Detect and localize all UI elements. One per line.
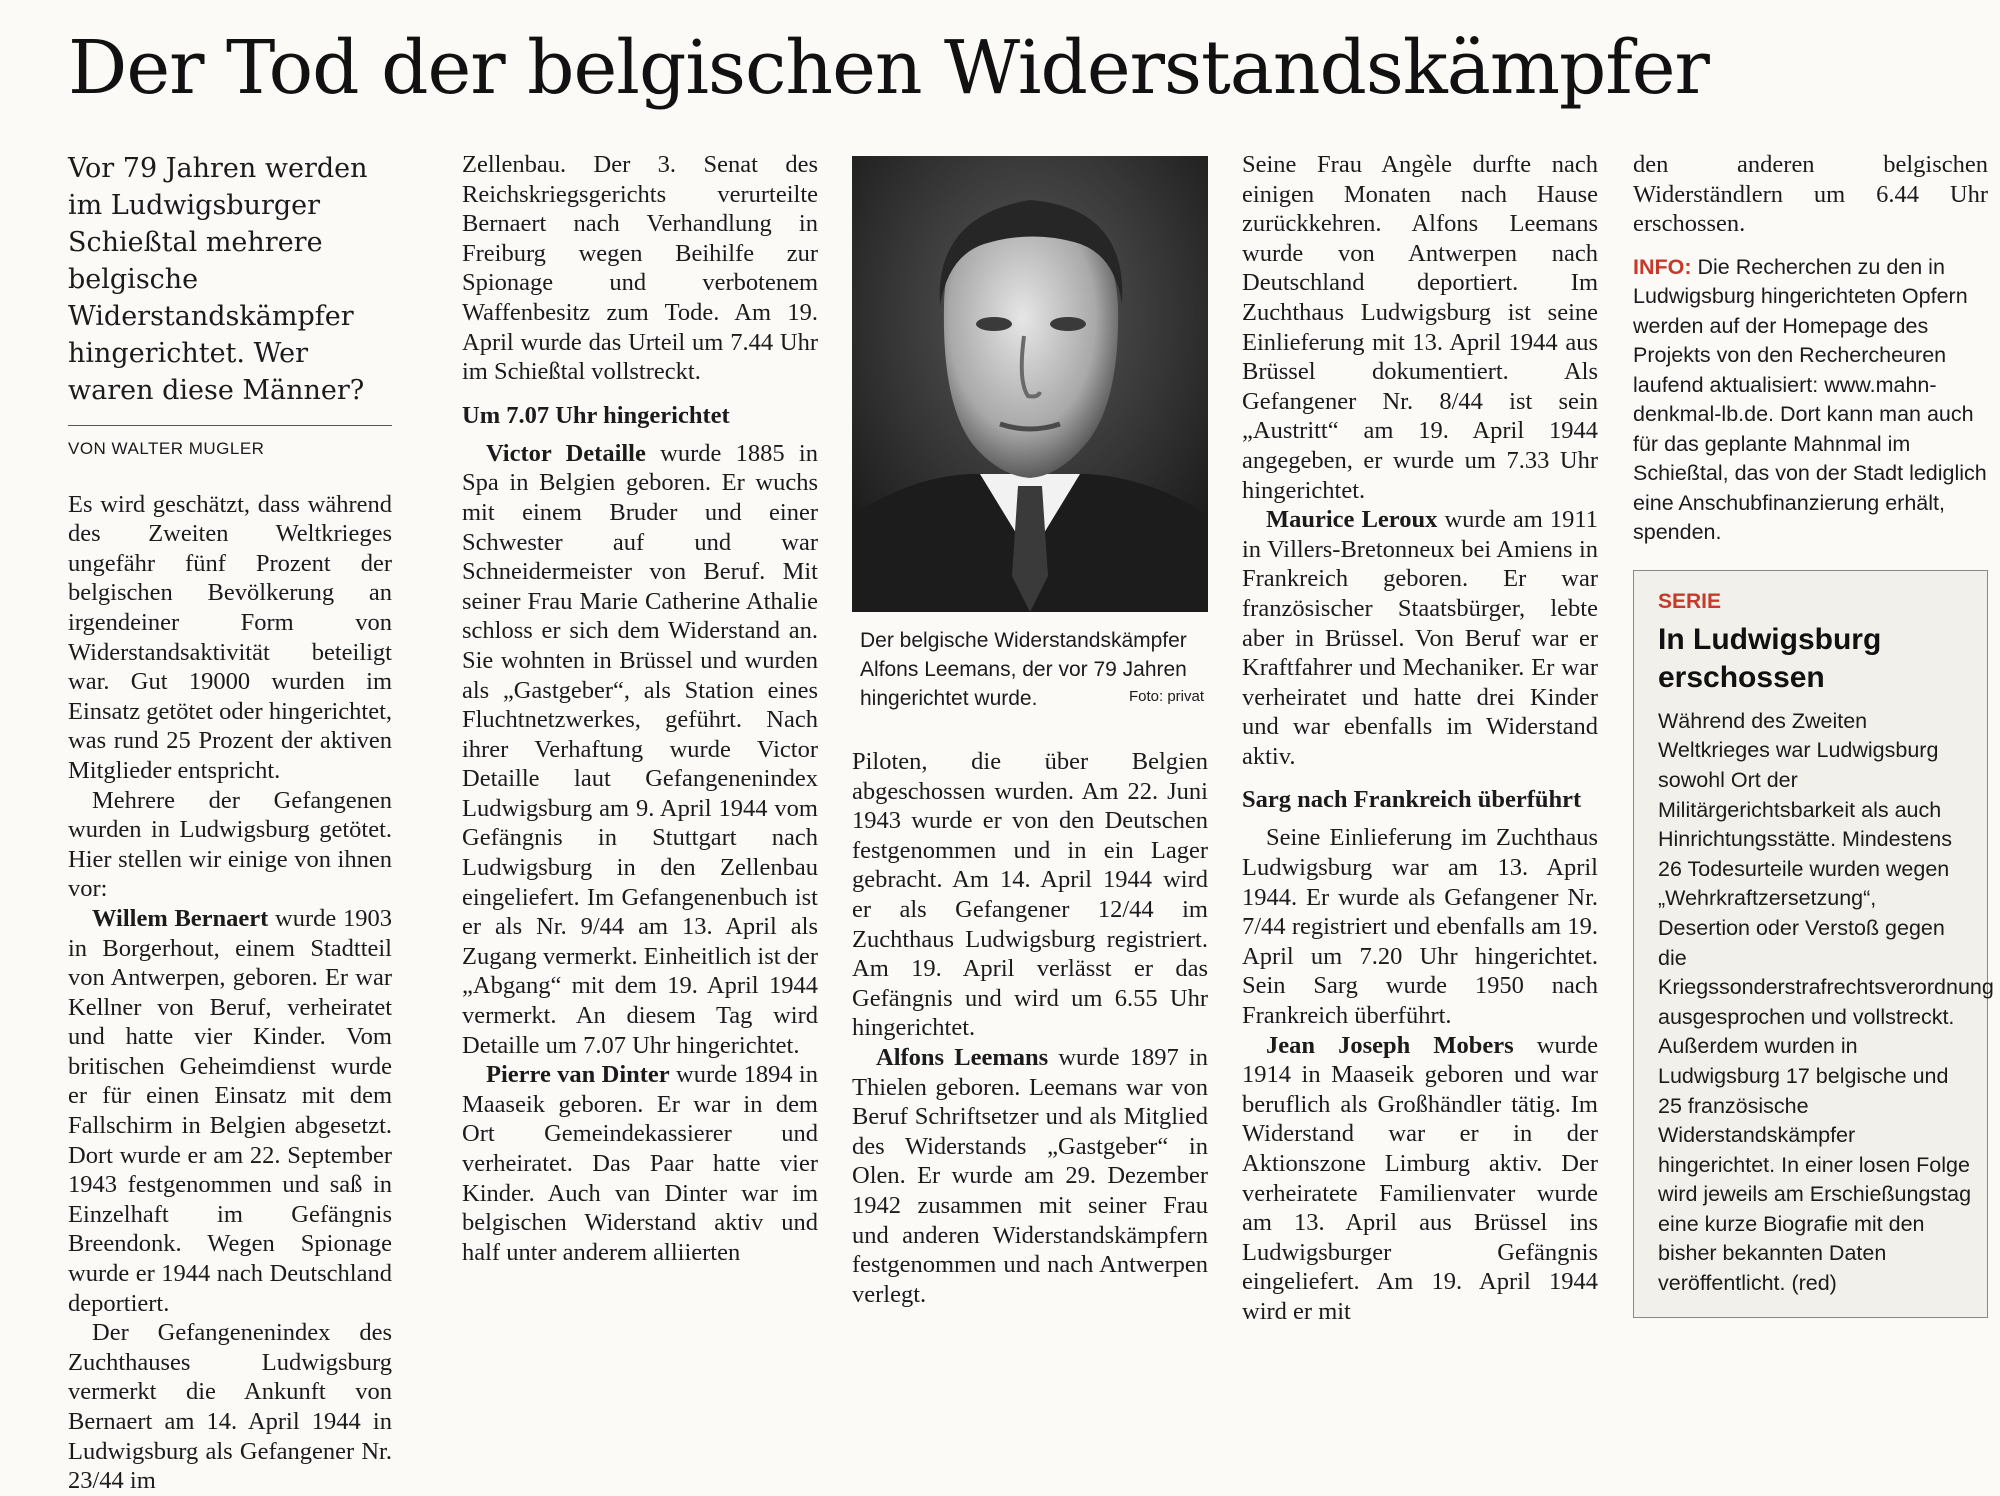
photo-caption bbox=[860, 626, 1208, 713]
teaser-divider bbox=[68, 425, 392, 426]
bernaert-continued-paragraph: Zellenbau. Der 3. Senat des Reichskriegsgerichts verurteilte Bernaert nach Verhandlung in Freiburg wegen Beihilfe zur Spionage und verbotenem Waffenbesitz zum Tode. Am 19. April wurde das Urteil um 7.44 Uhr im Schießtal vollstreckt. bbox=[462, 151, 818, 386]
mobers-paragraph bbox=[1242, 1031, 1598, 1327]
paragraph-text: wurde 1914 in Maaseik geboren und war beruflich als Großhändler tätig. Im Widerstand war er in der Aktionszone Limburg aktiv. Der verheiratete Familienvater wurde am 13. April aus Brüssel ins Ludwigsburger Gefängnis eingeliefert. Am 19. April 1944 wird er mit bbox=[1242, 1031, 1598, 1325]
byline: VON WALTER MUGLER bbox=[68, 439, 265, 458]
caption-text: Der belgische Widerstandskämpfer Alfons Leemans, der vor 79 Jahren hingerichtet wurde. bbox=[860, 629, 1187, 710]
intro-paragraph-2: Mehrere der Gefangenen wurden in Ludwigsburg getötet. Hier stellen wir einige von ihnen vor: bbox=[68, 786, 392, 903]
mobers-continued-paragraph: den anderen belgischen Widerständlern um 6.44 Uhr erschossen. bbox=[1633, 151, 1988, 238]
portrait-photo bbox=[852, 156, 1208, 612]
column-2 bbox=[462, 150, 818, 1267]
leemans-continued-paragraph: Seine Frau Angèle durfte nach einigen Monaten nach Hause zurückkehren. Alfons Leemans wurde von Antwerpen nach Deutschland deportiert. Im Zuchthaus Ludwigsburg ist seine Einlieferung mit 13. April 1944 aus Brüssel dokumentiert. Als Gefangener Nr. 8/44 ist sein „Austritt“ am 19. April 1944 angegeben, er wurde um 7.33 Uhr hingerichtet. bbox=[1242, 151, 1598, 504]
column-4 bbox=[1242, 150, 1598, 1327]
person-name: Alfons Leemans bbox=[876, 1043, 1049, 1071]
paragraph-text: wurde 1897 in Thielen geboren. Leemans war von Beruf Schriftsetzer und als Mitglied des Widerstands „Gastgeber“ in Olen. Er wurde am 29. Dezember 1942 zusammen mit seiner Frau und anderen Widerstandskämpfern festgenommen und nach Antwerpen verlegt. bbox=[852, 1043, 1208, 1308]
van-dinter-paragraph bbox=[462, 1060, 818, 1267]
series-box bbox=[1633, 570, 1994, 1318]
leroux-paragraph bbox=[1242, 505, 1598, 771]
paragraph-text: wurde 1885 in Spa in Belgien geboren. Er wuchs mit einem Bruder und einer Schwester auf und war Schneidermeister von Beruf. Mit seiner Frau Marie Catherine Athalie schloss er sich dem Widerstand an. Sie wohnten in Brüssel und wurden als „Gastgeber“, als Station eines Fluchtnetzwerkes, geführt. Nach ihrer Verhaftung wurde Victor Detaille laut Gefangenenindex Ludwigsburg am 9. April 1944 vom Gefängnis in Stuttgart nach Ludwigsburg in den Zellenbau eingeliefert. Im Gefangenenbuch ist er als Nr. 9/44 am 13. April als Zugang vermerkt. Einheitlich ist der „Abgang“ mit dem 19. April 1944 vermerkt. An diesem Tag wird Detaille um 7.07 Uhr hingerichtet. bbox=[462, 439, 818, 1059]
detaille-paragraph bbox=[462, 439, 818, 1060]
bernaert-index-paragraph: Der Gefangenenindex des Zuchthauses Ludwigsburg vermerkt die Ankunft von Bernaert am 14. April 1944 in Ludwigsburg als Gefangener Nr. 23/44 im bbox=[68, 1319, 392, 1495]
intro-paragraph: Es wird geschätzt, dass während des Zweiten Weltkrieges ungefähr fünf Prozent der belgischen Bevölkerung an irgendeiner Form von Widerstandsaktivität beteiligt war. Gut 19000 wurden im Einsatz getötet oder hingerichtet, was rund 25 Prozent der aktiven Mitglieder entspricht. bbox=[68, 490, 392, 784]
subheading: Um 7.07 Uhr hingerichtet bbox=[462, 401, 730, 429]
series-title: In Ludwigsburg erschossen bbox=[1658, 622, 1882, 694]
column-3 bbox=[852, 150, 1208, 1309]
info-note bbox=[1633, 253, 1988, 548]
paragraph-text: wurde 1903 in Borgerhout, einem Stadtteil von Antwerpen, geboren. Er war Kellner von Beruf, verheiratet und hatte vier Kinder. Vom britischen Geheimdienst wurde er für einen Einsatz mit dem Fallschirm in Belgien abgesetzt. Dort wurde er am 22. September 1943 festgenommen und saß in Einzelhaft im Gefängnis Breendonk. Wegen Spionage wurde er 1944 nach Deutschland deportiert. bbox=[68, 904, 392, 1317]
teaser: Vor 79 Jahren werden im Ludwigsburger Schießtal mehrere belgische Widerstandskämpfer hingerichtet. Wer waren diese Männer? bbox=[68, 153, 368, 406]
person-name: Victor Detaille bbox=[486, 439, 646, 467]
series-text: Während des Zweiten Weltkrieges war Ludwigsburg sowohl Ort der Militärgerichtsbarkeit als auch Hinrichtungsstätte. Mindestens 26 Todesurteile wurden wegen „Wehrkraftzersetzung“, Desertion oder Verstoß gegen die Kriegssonderstrafrechtsverordnung ausgesprochen und vollstreckt. Außerdem wurden in Ludwigsburg 17 belgische und 25 französische Widerstandskämpfer hingerichtet. In einer losen Folge wird jeweils am Erschießungstag eine kurze Biografie mit den bisher bekannten Daten veröffentlicht. (red) bbox=[1658, 708, 1994, 1296]
photo-credit: Foto: privat bbox=[1128, 688, 1204, 705]
paragraph-text: wurde 1894 in Maaseik geboren. Er war in dem Ort Gemeindekassierer und verheiratet. Das Paar hatte vier Kinder. Auch van Dinter war im belgischen Widerstand aktiv und half unter anderem alliierten bbox=[462, 1061, 818, 1266]
column-5 bbox=[1633, 150, 1994, 1318]
column-1 bbox=[68, 150, 392, 1496]
portrait-figure bbox=[852, 156, 1208, 713]
van-dinter-continued-paragraph: Piloten, die über Belgien abgeschossen wurden. Am 22. Juni 1943 wurde er von den Deutschen festgenommen und in ein Lager gebracht. Am 14. April 1944 wird er als Gefangener 12/44 im Zuchthaus Ludwigsburg registriert. Am 19. April verlässt er das Gefängnis und wird um 6.55 Uhr hingerichtet. bbox=[852, 748, 1208, 1042]
info-label: INFO: bbox=[1633, 254, 1692, 279]
person-name: Maurice Leroux bbox=[1266, 506, 1438, 534]
paragraph-text: wurde am 1911 in Villers-Bretonneux bei Amiens in Frankreich geboren. Er war französischer Staatsbürger, lebte aber in Brüssel. Von Beruf war er Kraftfahrer und Mechaniker. Er war verheiratet und hatte drei Kinder und war ebenfalls im Widerstand aktiv. bbox=[1242, 506, 1599, 770]
leemans-paragraph bbox=[852, 1043, 1208, 1309]
subheading: Sarg nach Frankreich überführt bbox=[1242, 786, 1582, 814]
person-name: Jean Joseph Mobers bbox=[1266, 1031, 1514, 1059]
series-label: SERIE bbox=[1658, 589, 1722, 613]
leroux-continued-paragraph: Seine Einlieferung im Zuchthaus Ludwigsburg war am 13. April 1944. Er wurde als Gefangener Nr. 7/44 registriert und ebenfalls am 19. April um 7.20 Uhr hingerichtet. Sein Sarg wurde 1950 nach Frankreich überführt. bbox=[1242, 824, 1598, 1030]
bernaert-paragraph bbox=[68, 904, 392, 1318]
headline: Der Tod der belgischen Widerstandskämpfer bbox=[68, 25, 1709, 111]
info-text: Die Recherchen zu den in Ludwigsburg hingerichteten Opfern werden auf der Homepage des Projekts von den Rechercheuren laufend aktualisiert: www.mahn-denkmal-lb.de. Dort kann man auch für das geplante Mahnmal im Schießtal, das von der Stadt lediglich eine Anschubfinanzierung erhält, spenden. bbox=[1633, 254, 1987, 545]
person-name: Pierre van Dinter bbox=[486, 1061, 670, 1089]
person-name: Willem Bernaert bbox=[92, 904, 269, 932]
